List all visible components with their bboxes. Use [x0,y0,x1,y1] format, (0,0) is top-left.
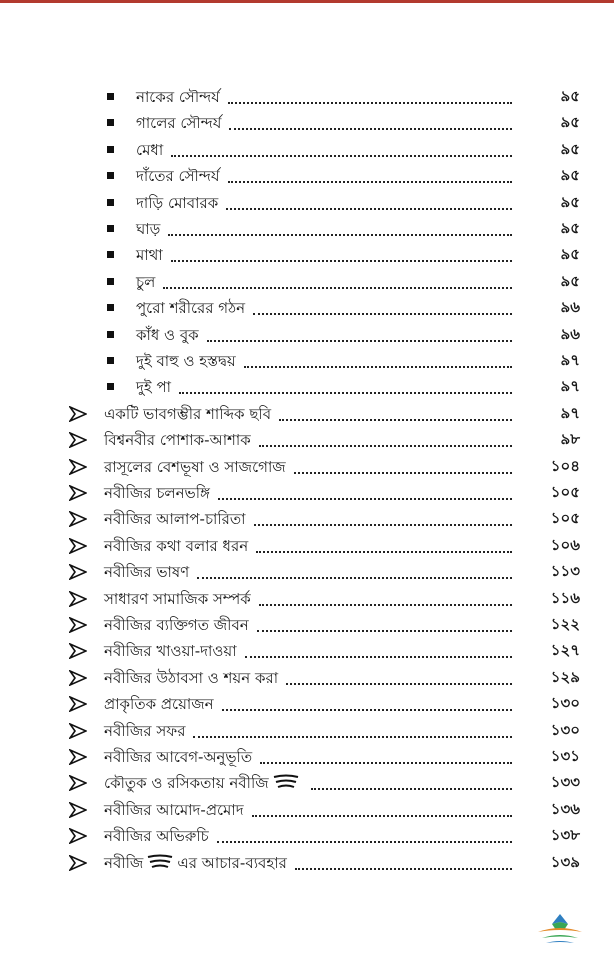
arrow-bullet-icon [69,670,87,686]
dot-leader [253,313,512,315]
square-bullet-icon [107,199,114,206]
arrow-bullet-icon [69,855,87,871]
toc-entry-text: নবীজির উঠাবসা ও শয়ন করা [104,668,279,687]
toc-page-number: ১২৭ [550,641,580,659]
dot-leader [226,208,512,210]
dot-leader [222,709,512,711]
dot-leader [218,498,512,500]
dot-leader [163,287,512,289]
honorific-seal-icon [143,853,177,874]
toc-page-number: ৯৭ [560,377,580,395]
toc-entry-text: নবীজির সফর [104,721,186,740]
arrow-bullet-icon [69,432,87,448]
toc-page-number: ৯৬ [560,325,580,343]
arrow-bullet-icon [69,617,87,633]
square-bullet-icon [107,225,114,232]
toc-page-number: ১৩৮ [550,826,580,844]
square-bullet-icon [107,383,114,390]
toc-entry-title [104,665,278,691]
toc-page-number: ৯৫ [560,272,580,290]
toc-page-number: ১১৩ [550,562,580,580]
toc-entry-text: কৌতুক ও রসিকতায় নবীজি [104,773,269,792]
toc-entry-title [136,269,155,295]
toc-entry-text: নবীজির খাওয়া-দাওয়া [104,641,237,660]
square-bullet-icon [107,119,114,126]
arrow-bullet-icon [69,538,87,554]
toc-entry-text: পুরো শরীরের গঠন [136,298,246,317]
toc-page-number: ৯৫ [560,113,580,131]
toc-entry-title [104,586,251,612]
dot-leader [207,340,512,342]
toc-entry-text: বিশ্বনবীর পোশাক-আশাক [104,430,251,449]
square-bullet-icon [107,93,114,100]
dot-leader [260,762,512,764]
toc-entry-title [136,137,163,163]
toc-entry-text-suffix: এর আচার-ব্যবহার [177,853,287,872]
dot-leader [171,260,512,262]
dot-leader [197,577,512,579]
dot-leader [217,841,512,843]
arrow-bullet-icon [69,511,87,527]
toc-entry-text: একটি ভাবগম্ভীর শাব্দিক ছবি [104,404,272,423]
dot-leader [179,392,512,394]
toc-entry-title [136,216,160,242]
toc-entry-title [104,797,244,823]
toc-page-number: ১২২ [550,615,580,633]
toc-entry-title [104,454,286,480]
dot-leader [295,868,512,870]
toc-page-number: ৯৮ [560,430,580,448]
square-bullet-icon [107,331,114,338]
arrow-bullet-icon [69,564,87,580]
dot-leader [229,128,512,130]
dot-leader [259,604,512,606]
toc-entry-title [104,770,303,796]
toc-entry-title [104,401,271,427]
toc-entry-text: নবীজির অভিরুচি [104,826,209,845]
toc-entry-title [104,638,237,664]
toc-entry-title [104,744,252,770]
dot-leader [257,630,512,632]
toc-page-number: ১০৫ [550,509,580,527]
publisher-logo-icon [534,912,586,948]
toc-entry-title [104,533,248,559]
arrow-bullet-icon [69,459,87,475]
dot-leader [294,472,512,474]
toc-page-number: ১১৬ [550,589,580,607]
toc-page-number: ৯৫ [560,193,580,211]
toc-page-number: ৯৬ [560,298,580,316]
toc-page-number: ৯৭ [560,351,580,369]
toc-entry-text: রাসূলের বেশভূষা ও সাজগোজ [104,457,286,476]
square-bullet-icon [107,146,114,153]
dot-leader [311,788,512,790]
toc-entry-text: মেধা [136,140,164,159]
toc-entry-title [136,348,236,374]
dot-leader [286,683,512,685]
toc-page-number: ১০৫ [550,483,580,501]
toc-page-number: ১৩১ [550,747,580,765]
toc-entry-title [104,823,209,849]
toc-entry-text: নবীজির ব্যক্তিগত জীবন [104,615,249,634]
arrow-bullet-icon [69,723,87,739]
dot-leader [252,815,512,817]
toc-entry-title [104,612,249,638]
dot-leader [228,181,512,183]
toc-entry-text: চুল [136,272,156,291]
toc-page-number: ৯৭ [560,404,580,422]
toc-entry-text: কাঁধ ও বুক [136,325,199,344]
arrow-bullet-icon [69,775,87,791]
toc-entry-text: নবীজির আবেগ-অনুভূতি [104,747,253,766]
dot-leader [244,366,512,368]
toc-entry-text: নবীজির চলনভঙ্গি [104,483,210,502]
toc-entry-text: নাকের সৌন্দর্য [136,87,220,106]
arrow-bullet-icon [69,643,87,659]
toc-entry-text: নবীজির কথা বলার ধরন [104,536,249,555]
toc-page-number: ১০৪ [550,457,580,475]
toc-entry-text: দুই পা [136,377,171,396]
toc-page-number: ৯৫ [560,245,580,263]
arrow-bullet-icon [69,802,87,818]
toc-entry-title [136,190,218,216]
toc-entry-text: নবীজির আমোদ-প্রমোদ [104,800,244,819]
toc-entry-text: দাঁতের সৌন্দর্য [136,166,220,185]
square-bullet-icon [107,278,114,285]
square-bullet-icon [107,251,114,258]
honorific-seal-icon [269,773,303,794]
arrow-bullet-icon [69,696,87,712]
toc-entry-title [136,322,199,348]
toc-entry-title [136,374,171,400]
toc-page-number: ১৩০ [550,721,580,739]
toc-page-number: ১২৯ [550,668,580,686]
toc-entry-title [136,163,220,189]
toc-entry-title [104,559,189,585]
dot-leader [259,445,512,447]
square-bullet-icon [107,304,114,311]
toc-page-number: ১৩০ [550,694,580,712]
toc-entry-text: দাড়ি মোবারক [136,193,219,212]
toc-page-number: ১৩৯ [550,853,580,871]
toc-entry-text: দুই বাহু ও হস্তদ্বয় [136,351,236,370]
toc-entry-title [104,691,214,717]
arrow-bullet-icon [69,828,87,844]
toc-entry-title [104,427,251,453]
arrow-bullet-icon [69,406,87,422]
dot-leader [279,419,512,421]
dot-leader [171,155,512,157]
toc-entry-title [104,506,246,532]
toc-entry-title [136,295,245,321]
toc-entry-title [104,850,287,876]
dot-leader [193,736,512,738]
toc-entry-title [136,84,220,110]
toc-page-number: ৯৫ [560,219,580,237]
toc-page-number: ৯৫ [560,166,580,184]
square-bullet-icon [107,357,114,364]
dot-leader [254,524,512,526]
toc-entry-text: প্রাকৃতিক প্রয়োজন [104,694,214,713]
toc-entry-title [104,480,210,506]
toc-page-number: ৯৫ [560,87,580,105]
toc-entry-text: নবীজির আলাপ-চারিতা [104,509,246,528]
toc-entry-text: ঘাড় [136,219,161,238]
dot-leader [168,234,512,236]
toc-entry-text: নবীজি [104,853,144,872]
toc-entry-text: মাথা [136,245,163,264]
toc-page-number: ৯৫ [560,140,580,158]
toc-page-number: ১০৬ [550,536,580,554]
toc-entry-title [136,242,163,268]
toc-page-number: ১৩৬ [550,800,580,818]
arrow-bullet-icon [69,749,87,765]
toc-entry-text: সাধারণ সামাজিক সম্পর্ক [104,589,251,608]
square-bullet-icon [107,172,114,179]
dot-leader [245,656,512,658]
toc-entry-title [104,718,185,744]
dot-leader [256,551,512,553]
toc-page-number: ১৩৩ [550,773,580,791]
toc-entry-title [136,110,221,136]
toc-entry-text: গালের সৌন্দর্য [136,113,222,132]
dot-leader [228,102,512,104]
arrow-bullet-icon [69,591,87,607]
arrow-bullet-icon [69,485,87,501]
toc-entry-text: নবীজির ভাষণ [104,562,190,581]
